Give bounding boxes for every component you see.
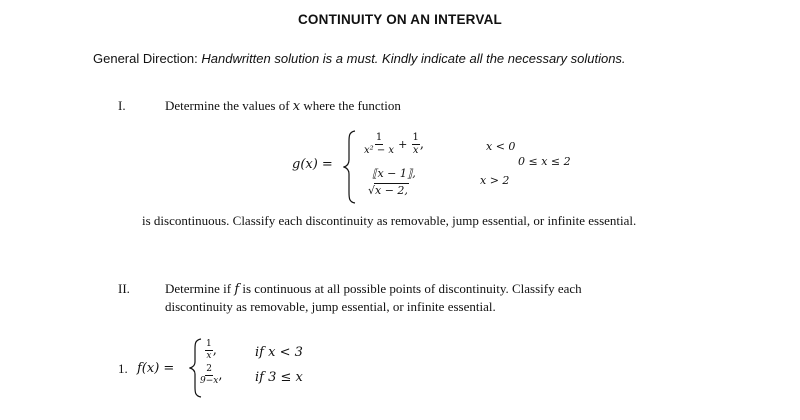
sqrt-icon: √ [368,184,376,197]
left-brace-icon [343,130,357,204]
g-piece-3 [368,183,409,197]
part-2-prompt [165,281,582,297]
g-piece-1-comma: , [419,137,425,152]
g-piece-3-condition: x > 2 [480,174,510,187]
part-1-prompt [165,98,401,114]
f-function-lhs: f(x) = [137,361,175,376]
g-piece-1-fraction [364,133,394,156]
g-piece-2-condition: 0 ≤ x ≤ 2 [518,155,571,168]
f-piece-1 [205,340,217,361]
g-piece-1-numerator: 1 [375,132,383,143]
part-1-prompt-pre: Determine the values of [165,98,293,113]
part-2-prompt-line-2: discontinuity as removable, jump essential, or infinite essential. [165,299,496,314]
part-1-conclusion: is discontinuous. Classify each discontinuity as removable, jump essential, or infinite essential. [142,213,637,228]
g-piece-2-expression: ⟦x − 1⟧, [372,167,416,180]
g-piece-1-denominator: x² − x [364,145,395,156]
f-piece-2-numerator: 2 [206,364,213,374]
part-1-prompt-post: where the function [300,98,401,113]
part-1-prompt-var: x [292,99,301,114]
g-piece-1-plus: + [398,138,408,151]
f-piece-1-numerator: 1 [206,339,212,349]
general-direction-label: General Direction: [93,51,202,66]
f-piece-2-denominator: 9−x [200,376,219,386]
f-piece-1-condition: if x < 3 [255,345,303,360]
part-2-prompt-post: is continuous at all possible points of discontinuity. Classify each [239,281,582,296]
g-piece-1-condition: x < 0 [486,140,516,153]
part-2-prompt-pre: Determine if [165,281,235,296]
f-piece-2 [200,365,222,386]
g-piece-1-numerator-2: 1 [412,132,419,143]
part-2-numeral: II. [118,281,130,296]
g-piece-1-fraction-2 [412,133,420,156]
f-piece-1-comma: , [212,343,217,358]
g-function-lhs: g(x) = [292,157,333,172]
g-piece-1-denominator-2: x [412,145,419,156]
f-piece-1-fraction [205,340,213,361]
part-2-prompt-var: f [234,282,240,297]
f-piece-2-condition: if 3 ≤ x [255,370,303,385]
g-piece-1 [364,133,424,156]
f-piece-2-fraction [200,365,218,386]
general-direction-text: Handwritten solution is a must. Kindly indicate all the necessary solutions. [201,51,626,66]
f-piece-2-comma: , [218,368,223,383]
page-title: CONTINUITY ON AN INTERVAL [297,12,502,27]
g-piece-3-expression: x − 2, [375,184,408,197]
item-number: 1. [118,361,128,376]
part-1-numeral: I. [118,98,126,113]
f-piece-1-denominator: x [206,351,212,361]
general-direction [93,51,626,66]
